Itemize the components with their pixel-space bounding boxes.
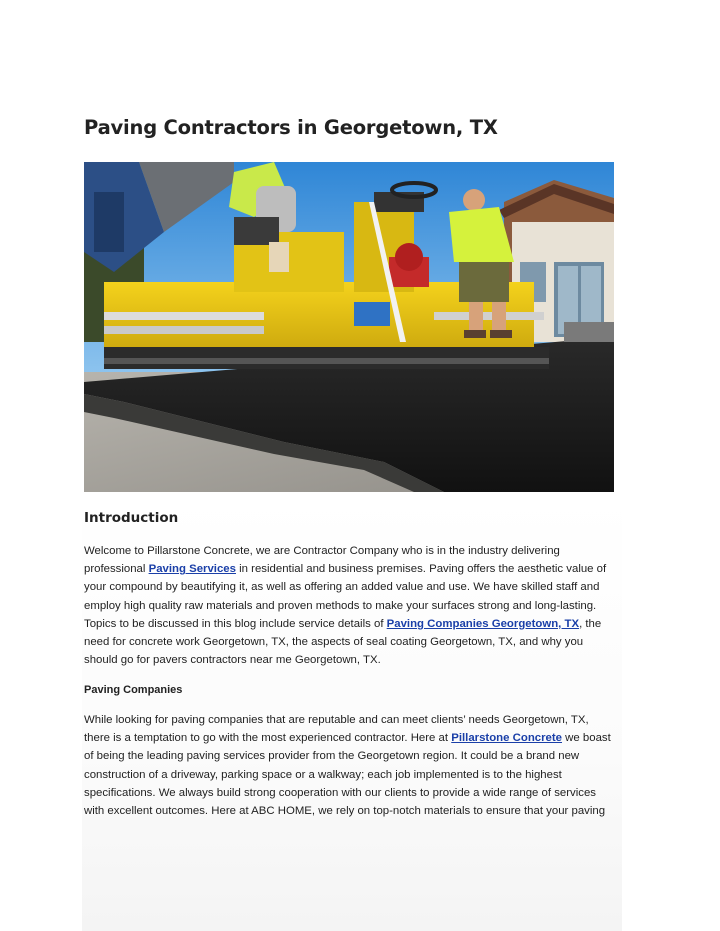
text-line: Welcome to Pillarstone Concrete, we are Contractor Company who is in the industry delivering	[84, 545, 560, 557]
text-line: your compound by beautifying it, as well as offering an added value and use. We have skilled staff and	[84, 581, 600, 594]
paving-machine-photo-icon	[84, 162, 614, 492]
text-line: specifications. We always build strong cooperation with our clients to provide a wide range of services	[84, 786, 596, 799]
text-line: need for concrete work Georgetown, TX, the aspects of seal coating Georgetown, TX, and why you	[84, 636, 584, 649]
section-heading-paving-companies: Paving Companies	[84, 684, 183, 696]
text-line: of being the leading paving services provider from the Georgetown region. It could be a brand new	[84, 750, 580, 763]
text-line: there is a temptation to go with the most experienced contractor. Here at Pillarstone Concrete we boast	[84, 732, 611, 745]
section-heading-introduction: Introduction	[84, 510, 179, 526]
hero-image	[84, 162, 614, 492]
introduction-paragraph	[84, 542, 640, 669]
text-line: professional Paving Services in residential and business premises. Paving offers the aesthetic value of	[84, 563, 607, 576]
paving-companies-georgetown-link[interactable]: Paving Companies Georgetown, TX	[386, 617, 580, 630]
text-line: employ high quality raw materials and proven methods to make your surfaces strong and long-lasting.	[84, 599, 597, 612]
paving-services-link[interactable]: Paving Services	[148, 563, 236, 576]
pillarstone-concrete-link[interactable]: Pillarstone Concrete	[451, 732, 563, 745]
text-line: should go for pavers contractors near me Georgetown, TX.	[84, 654, 381, 667]
text-line: construction of a driveway, parking space or a walkway; each job implemented is to the highest	[84, 768, 562, 781]
page-title: Paving Contractors in Georgetown, TX	[84, 116, 498, 139]
paving-companies-paragraph	[84, 711, 640, 820]
text-line: While looking for paving companies that are reputable and can meet clients’ needs Georgetown, TX,	[84, 714, 589, 726]
text-line: Topics to be discussed in this blog include service details of Paving Companies Georgetown, TX, the	[84, 617, 602, 630]
text-line: with excellent outcomes. Here at ABC HOME, we rely on top-notch materials to ensure that your paving	[84, 805, 606, 818]
